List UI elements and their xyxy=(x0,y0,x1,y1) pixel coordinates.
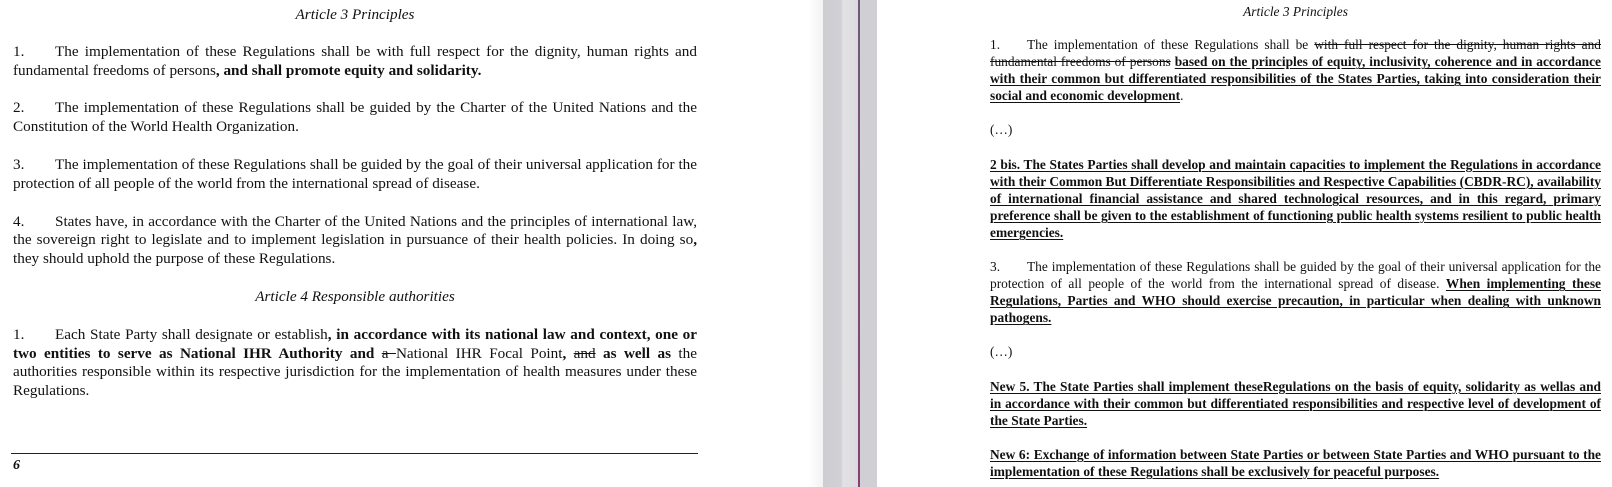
text-run: the authorities responsible within its respective jurisdiction for the implementation of health measures under these Regulations. xyxy=(13,344,697,400)
paragraph xyxy=(990,343,1601,360)
text-run: States have, in accordance with the Charter of the United Nations and the principles of international law, the sovereign right to legislate and to implement legislation in pursuance of their health policies. In doing so xyxy=(13,212,697,249)
text-run: . xyxy=(1180,88,1184,104)
deleted-text: a xyxy=(381,344,396,362)
article-4-paragraphs xyxy=(13,326,697,401)
paragraph xyxy=(13,156,697,194)
inserted-text: 2 bis. The States Parties shall develop and maintain capacities to implement the Regulations in accordance with their Common But Differentiate Responsibilities and Respective Capabilities (CBDR-RC), availability of international financial assistance and shared technological resources, and in this regard, primary preference shall be given to the establishment of functioning public health systems resilient to public health emergencies. xyxy=(990,156,1601,240)
bold-text-run: , xyxy=(693,231,697,249)
paragraph-number: 2. xyxy=(13,99,25,117)
text-run: they should uphold the purpose of these Regulations. xyxy=(13,250,336,268)
paragraph xyxy=(990,446,1601,480)
gutter-divider-line xyxy=(858,0,860,487)
article-4-heading: Article 4 Responsible authorities xyxy=(255,287,455,305)
paragraph xyxy=(990,121,1601,138)
article-3-paragraphs xyxy=(13,43,697,269)
left-page-content xyxy=(13,0,697,401)
right-document-page xyxy=(877,0,1612,487)
inserted-text: New 6: Exchange of information between State Parties or between State Parties and WHO pursuant to the implementation of these Regulations shall be exclusively for peaceful purposes. xyxy=(990,446,1601,479)
bold-text-run: , xyxy=(562,344,574,362)
paragraph-number: 4. xyxy=(13,212,25,230)
paragraph xyxy=(990,378,1601,429)
text-run: (…) xyxy=(990,344,1013,360)
footer-divider xyxy=(11,453,698,454)
page-gutter xyxy=(823,0,877,487)
paragraph xyxy=(13,326,697,401)
deleted-text: and xyxy=(573,344,596,362)
text-run: The implementation of these Regulations shall be guided by the goal of their universal application for the protection of all people of the world from the international spread of disease. xyxy=(13,155,697,192)
article-3-heading: Article 3 Principles xyxy=(295,6,415,23)
paragraph xyxy=(990,36,1601,104)
article-3-heading-amended: Article 3 Principles xyxy=(1243,4,1348,19)
text-run: (…) xyxy=(990,122,1013,138)
paragraph-number: 1. xyxy=(990,37,1001,53)
paragraph-number: 1. xyxy=(13,42,25,60)
page-number: 6 xyxy=(13,458,20,473)
paragraph xyxy=(990,156,1601,241)
paragraph xyxy=(13,213,697,269)
paragraph xyxy=(13,99,697,137)
inserted-text: New 5. The State Parties shall implement theseRegulations on the basis of equity, solidarity as wellas and in accordance with their common but differentiated responsibilities and respective level of development of the State Parties. xyxy=(990,378,1601,428)
text-run: The implementation of these Regulations shall be guided by the Charter of the United Nations and the Constitution of the World Health Organization. xyxy=(13,99,697,136)
text-run: The implementation of these Regulations shall be xyxy=(1027,37,1315,53)
right-page-content xyxy=(990,0,1601,480)
bold-text-run: as well as xyxy=(595,344,672,362)
deleted-text: with full respect for the dignity, human rights and fundamental freedoms of persons xyxy=(990,37,1601,70)
inserted-text: based on the principles of equity, inclusivity, coherence and in accordance with their common but differentiated responsibilities of the States Parties, taking into consideration their social and economic development xyxy=(990,54,1601,104)
paragraph-number: 3. xyxy=(13,155,25,173)
paragraph xyxy=(990,258,1601,326)
text-run: The implementation of these Regulations shall be with full respect for the dignity, human rights and fundamental freedoms of persons xyxy=(13,42,697,79)
page-edge-shadow xyxy=(808,0,823,487)
text-run: Each State Party shall designate or establish xyxy=(55,325,328,343)
bold-text-run: , in accordance with its national law and context, one or two entities to serve as National IHR Authority and xyxy=(13,325,697,362)
text-run: National IHR Focal Point xyxy=(395,344,563,362)
amended-article-3-paragraphs xyxy=(990,36,1601,480)
paragraph-number: 3. xyxy=(990,259,1001,275)
paragraph-number: 1. xyxy=(13,325,25,343)
bold-text-run: , and shall promote equity and solidarity. xyxy=(215,61,482,79)
paragraph xyxy=(13,43,697,81)
text-run: The implementation of these Regulations shall be guided by the goal of their universal application for the protection of all people of the world from the international spread of disease. xyxy=(990,259,1601,292)
inserted-text: When implementing these Regulations, Parties and WHO should exercise precaution, in particular when dealing with unknown pathogens. xyxy=(990,276,1602,326)
